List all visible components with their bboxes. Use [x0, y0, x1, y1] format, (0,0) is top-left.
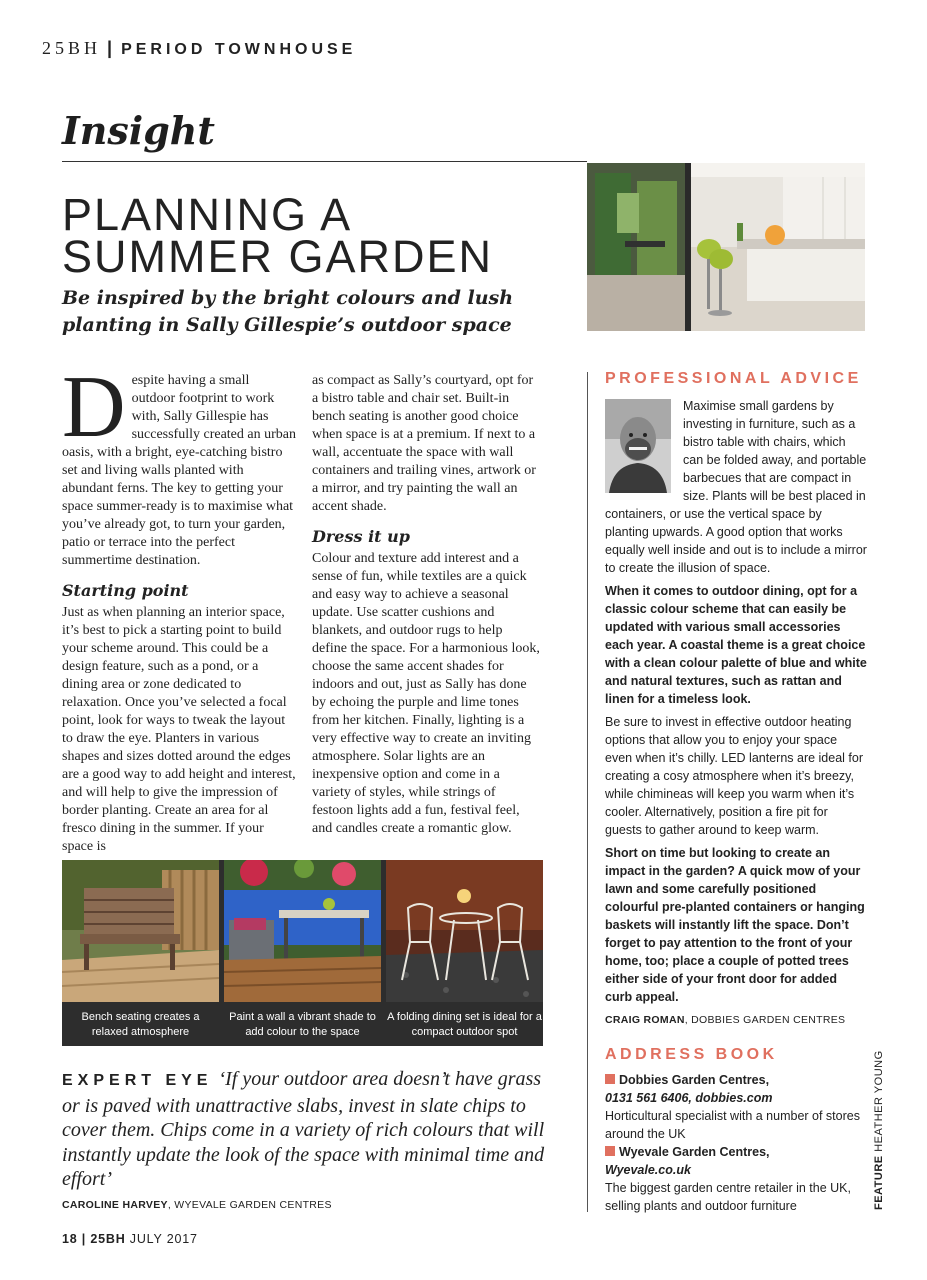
address-contact: Wyevale.co.uk — [605, 1163, 691, 1177]
magazine-brand: 25BH — [42, 38, 102, 58]
address-book-title: ADDRESS BOOK — [605, 1046, 778, 1063]
subhead-starting-point: Starting point — [62, 581, 189, 600]
advice-paragraph-1: Maximise small gardens by investing in furniture, such as a bistro table with chairs, which can be folded away, and portable barbecues that are compact in size. Plants will be best placed in containers, or use the vertical space by planting upwards. A good option that works equally well inside and out is to include a mirror to create the illusion of space. — [605, 399, 867, 575]
headline-line-1: PLANNING A — [62, 189, 353, 240]
advice-credit — [605, 1011, 867, 1029]
page-folio — [62, 1232, 198, 1246]
starting-point-continued: as compact as Sally’s courtyard, opt for a bistro table and chair set. Built-in bench seating is another good choice when space is at a premium. If next to a wall, accentuate the space with wall containers and trailing vines, artwork or a mirror, and try painting the wall an accent shade. — [312, 373, 536, 514]
address-description: The biggest garden centre retailer in the UK, selling plants and outdoor furniture — [605, 1181, 851, 1213]
expert-credit-name: CAROLINE HARVEY — [62, 1199, 168, 1211]
feature-author: HEATHER YOUNG — [873, 1050, 885, 1156]
intro-paragraph — [62, 359, 296, 570]
portrait-photo — [605, 399, 671, 493]
photo-strip — [62, 860, 543, 1046]
header-rule — [62, 161, 587, 162]
folding-set-photo — [386, 860, 543, 1002]
advice-paragraph-2: When it comes to outdoor dining, opt for a classic colour scheme that can easily be updated with various small accessories each year. A coastal theme is a great choice with a clean colour palette of blue and white and natural textures, such as rattan and linen for a timeless look. — [605, 584, 867, 706]
advice-paragraph-4: Short on time but looking to create an impact in the garden? A quick mow of your lawn and some carefully positioned colourful pre-planted containers or hanging baskets will instantly lift the space. Don’t forget to pay attention to the front of your home, too; place a couple of potted trees either side of your front door for added curb appeal. — [605, 846, 865, 1004]
hero-kitchen-photo — [587, 163, 865, 331]
dress-it-up-paragraph: Colour and texture add interest and a sense of fun, while textiles are a quick and easy way to achieve a seasonal update. Use scatter cushions and blankets, and outdoor rugs to help define the space. For a harmonious look, choose the same accent shades for indoors and out, just as Sally has done by echoing the purple and lime tones from her kitchen. Finally, lighting is a very effective way to create an inviting atmosphere. Solar lights are an inexpensive option and come in a variety of styles, while strings of festoon lights add a fun, festival feel, and candles create a romantic glow. — [312, 551, 540, 836]
caption-folding-set: A folding dining set is ideal for a compact outdoor spot — [387, 1011, 542, 1038]
expert-eye-label: EXPERT EYE — [62, 1072, 213, 1089]
bistro-photo — [224, 860, 381, 1002]
article-headline — [62, 189, 494, 282]
section-label: Insight — [62, 108, 215, 153]
expert-credit-org: , WYEVALE GARDEN CENTRES — [167, 1199, 332, 1211]
expert-eye-quote: ‘If your outdoor area doesn’t have grass or is paved with unattractive slabs, invest in slate chips to cover them. Chips come in a variety of rich colours that will instantly update the look of the space with minimal time and effort’ — [62, 1068, 545, 1190]
section-name: PERIOD TOWNHOUSE — [121, 41, 357, 58]
address-contact: 0131 561 6406, dobbies.com — [605, 1091, 773, 1105]
body-column-1 — [62, 359, 296, 856]
feature-label: FEATURE — [873, 1155, 885, 1210]
drop-cap: D — [62, 359, 126, 456]
advice-credit-org: , DOBBIES GARDEN CENTRES — [684, 1014, 846, 1026]
caption-bench: Bench seating creates a relaxed atmosphere — [81, 1011, 200, 1038]
address-entry — [605, 1071, 867, 1143]
bullet-square — [605, 1146, 615, 1156]
address-book — [605, 1071, 867, 1215]
bullet-square — [605, 1074, 615, 1084]
advice-paragraph-3: Be sure to invest in effective outdoor heating options that allow you to enjoy your space even when it’s chilly. LED lanterns are ideal for creating a cosy atmosphere when it’s breezy, while chimineas will keep you warm when it’s cooler. Alternatively, position a fire pit for guests to gather around to keep warm. — [605, 715, 864, 837]
subhead-dress-it-up: Dress it up — [312, 527, 410, 546]
running-head — [42, 38, 356, 59]
address-name: Wyevale Garden Centres, — [619, 1145, 770, 1159]
address-description: Horticultural specialist with a number of stores around the UK — [605, 1109, 860, 1141]
professional-advice-body — [605, 397, 867, 1029]
running-head-separator: | — [107, 38, 116, 58]
advice-credit-name: CRAIG ROMAN — [605, 1014, 685, 1026]
folio-separator: | — [77, 1232, 91, 1246]
caption-bistro: Paint a wall a vibrant shade to add colour to the space — [229, 1011, 376, 1038]
sidebar-divider — [587, 372, 588, 1212]
standfirst: Be inspired by the bright colours and lush planting in Sally Gillespie’s outdoor space — [62, 287, 514, 336]
body-column-2 — [312, 372, 540, 838]
address-name: Dobbies Garden Centres, — [619, 1073, 770, 1087]
expert-eye-box — [62, 1067, 552, 1192]
starting-point-paragraph: Just as when planning an interior space, it’s best to pick a starting point to build your scheme around. This could be a design feature, such as a pond, or a dining area or zone dedicated to relaxation. Once you’ve selected a focal point, look for ways to tweak the layout to draw the eye. Planters in various shapes and sizes dotted around the edges are a good way to add height and interest, and will help to give the impression of border planting. Create an area for al fresco dining in the summer. If your space is — [62, 605, 296, 854]
folio-brand: 25BH — [90, 1232, 126, 1246]
bench-photo — [62, 860, 219, 1002]
professional-advice-title: PROFESSIONAL ADVICE — [605, 370, 862, 387]
address-entry — [605, 1143, 867, 1215]
intro-text: espite having a small outdoor footprint to work with, Sally Gillespie has successfully created an urban oasis, with a bright, eye-catching bistro set and living walls planted with abundant ferns. The key to getting your space summer-ready is to maximise what you’ve already got, to turn your garden, patio or terrace into the perfect summertime destination. — [62, 373, 296, 568]
folio-date: JULY 2017 — [125, 1232, 198, 1246]
expert-eye-credit — [62, 1199, 332, 1211]
headline-line-2: SUMMER GARDEN — [62, 231, 494, 282]
page-number: 18 — [62, 1232, 78, 1246]
feature-credit — [873, 1050, 885, 1210]
